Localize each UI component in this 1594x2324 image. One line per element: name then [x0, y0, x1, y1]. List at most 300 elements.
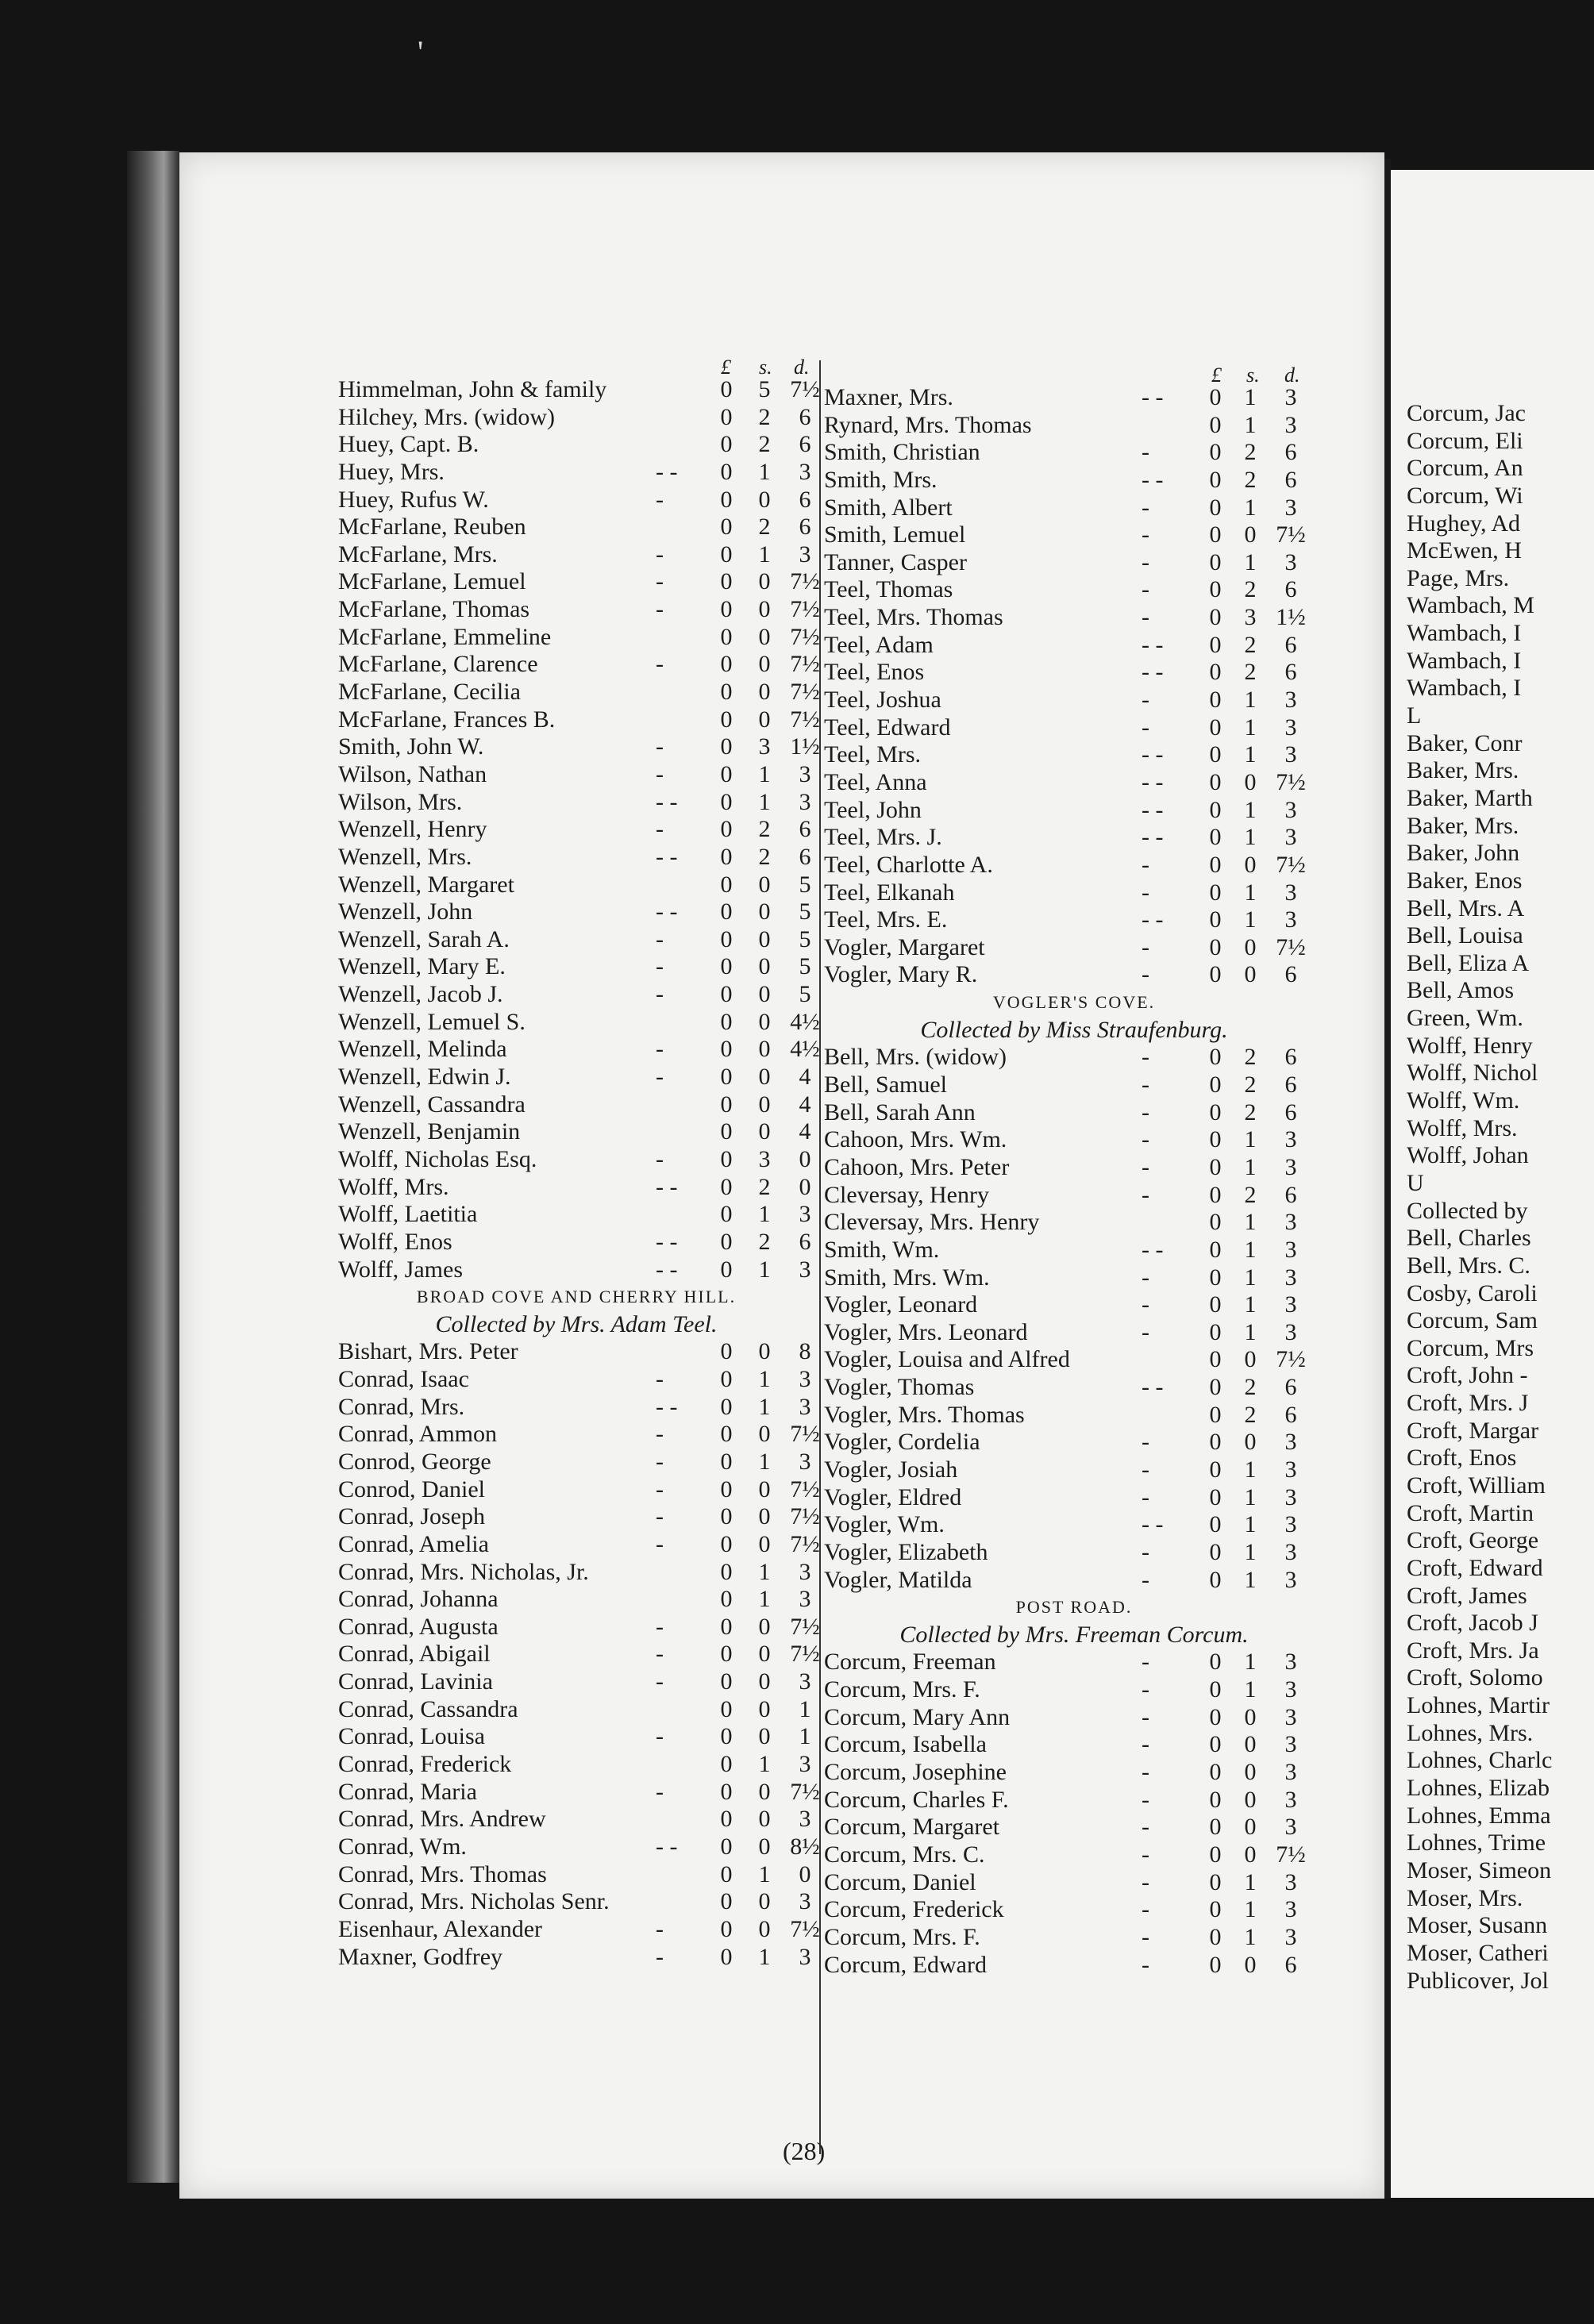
leader-dots: -: [656, 733, 664, 760]
subscriber-row: [824, 879, 1324, 907]
subscriber-row: [824, 467, 1324, 494]
subscriber-name: Hilchey, Mrs. (widow): [338, 403, 556, 430]
next-page-entry: Hughey, Ad: [1407, 510, 1521, 537]
film-mark: ': [418, 34, 424, 70]
pence-value: 7½: [790, 1915, 820, 1942]
shillings-value: 1: [758, 458, 771, 485]
subscriber-name: Teel, Enos: [824, 659, 925, 686]
shillings-value: 1: [1244, 1209, 1257, 1236]
pence-value: 3: [799, 1256, 811, 1283]
pounds-value: 0: [720, 953, 733, 980]
subscriber-row: [338, 1641, 820, 1668]
next-page-entry: Lohnes, Martir: [1407, 1692, 1550, 1719]
pence-value: 3: [1284, 1896, 1297, 1923]
section-collector: Collected by Mrs. Freeman Corcum.: [899, 1621, 1249, 1648]
shillings-value: 0: [758, 1476, 771, 1503]
subscriber-name: Wenzell, Mrs.: [338, 843, 472, 870]
shillings-value: 1: [758, 1448, 771, 1475]
subscriber-name: Cleversay, Henry: [824, 1181, 989, 1208]
pence-value: 4: [799, 1064, 811, 1091]
subscriber-row: [824, 714, 1324, 742]
leader-dots: -: [656, 953, 664, 980]
leader-dots: -: [1142, 1126, 1149, 1153]
pounds-value: 0: [1209, 824, 1222, 851]
subscriber-row: [338, 816, 814, 844]
leader-dots: -: [656, 1366, 664, 1393]
pounds-value: 0: [720, 1668, 733, 1695]
subscriber-name: Wenzell, Sarah A.: [338, 925, 510, 952]
shillings-value: 0: [758, 871, 771, 898]
shillings-value: 0: [1244, 1703, 1257, 1730]
pence-value: 7½: [1276, 933, 1306, 960]
leader-dots: -: [1142, 1291, 1149, 1318]
pounds-value: 0: [1209, 1099, 1222, 1125]
leader-dots: -: [656, 816, 664, 843]
subscriber-row: [338, 898, 814, 926]
pounds-value: 0: [1209, 1209, 1222, 1236]
leader-dots: - -: [1142, 824, 1164, 851]
shillings-value: 0: [1244, 1951, 1257, 1978]
subscriber-row: [824, 1841, 1324, 1869]
pounds-value: 0: [1209, 439, 1222, 466]
pounds-value: 0: [1209, 1731, 1222, 1758]
subscriber-row: [338, 459, 814, 487]
subscriber-row: [824, 1099, 1324, 1127]
pounds-value: 0: [1209, 1786, 1222, 1813]
leader-dots: -: [1142, 1923, 1149, 1950]
subscriber-row: [824, 824, 1324, 852]
subscriber-name: McFarlane, Frances B.: [338, 706, 556, 733]
shillings-value: 1: [1244, 411, 1257, 438]
pence-value: 6: [799, 816, 811, 843]
leader-dots: -: [1142, 1153, 1149, 1180]
shillings-value: 0: [1244, 1814, 1257, 1841]
pence-value: 1½: [1276, 604, 1306, 631]
subscriber-row: [338, 1091, 814, 1119]
pounds-value: 0: [720, 1064, 733, 1091]
subscriber-name: Maxner, Godfrey: [338, 1943, 503, 1970]
pence-value: 3: [1284, 384, 1297, 410]
shillings-value: 0: [758, 651, 771, 678]
pence-value: 7½: [790, 706, 820, 733]
subscriber-name: Vogler, Mary R.: [824, 961, 978, 988]
shillings-value: 1: [1244, 1236, 1257, 1263]
subscriber-name: Rynard, Mrs. Thomas: [824, 411, 1032, 438]
next-page-entry: Moser, Catheri: [1407, 1939, 1549, 1966]
shillings-value: 1: [1244, 1483, 1257, 1510]
shillings-value: 0: [758, 981, 771, 1008]
shillings-value: 0: [1244, 1786, 1257, 1813]
next-page-entry: U: [1407, 1169, 1424, 1196]
subscriber-name: Conrad, Mrs. Nicholas, Jr.: [338, 1558, 589, 1585]
shillings-value: 2: [1244, 1099, 1257, 1125]
pence-value: 1½: [790, 733, 820, 760]
pounds-value: 0: [720, 1833, 733, 1860]
leader-dots: - -: [1142, 466, 1164, 493]
subscriber-name: McFarlane, Clarence: [338, 651, 538, 678]
pounds-value: 0: [720, 1806, 733, 1833]
pence-value: 3: [1284, 548, 1297, 575]
subscriber-name: Conrad, Frederick: [338, 1751, 512, 1778]
pence-value: 3: [1284, 1538, 1297, 1565]
shillings-value: 2: [1244, 1072, 1257, 1099]
subscriber-name: Eisenhaur, Alexander: [338, 1915, 543, 1942]
subscriber-name: Conrad, Augusta: [338, 1613, 499, 1640]
pence-value: 6: [1284, 439, 1297, 466]
leader-dots: -: [656, 1668, 664, 1695]
subscriber-name: Huey, Mrs.: [338, 458, 445, 485]
leader-dots: -: [656, 596, 664, 623]
pence-value: 6: [799, 1228, 811, 1255]
pence-value: 7½: [1276, 1841, 1306, 1868]
shillings-value: 2: [758, 403, 771, 430]
shillings-value: 2: [1244, 659, 1257, 686]
pounds-value: 0: [720, 651, 733, 678]
pence-value: 3: [799, 541, 811, 568]
shillings-value: 1: [758, 788, 771, 815]
pounds-value: 0: [720, 981, 733, 1008]
subscriber-name: Conrad, Amelia: [338, 1530, 489, 1557]
subscriber-row: [824, 1814, 1324, 1841]
subscriber-name: Conrad, Lavinia: [338, 1668, 493, 1695]
shillings-value: 0: [758, 1091, 771, 1118]
subscriber-name: Maxner, Mrs.: [824, 384, 953, 410]
shillings-value: 0: [1244, 851, 1257, 878]
next-page-entry: Bell, Amos: [1407, 977, 1515, 1004]
subscriber-row: [338, 623, 820, 652]
subscriber-name: Wolff, Nicholas Esq.: [338, 1145, 537, 1172]
shillings-value: 1: [1244, 1456, 1257, 1483]
subscriber-row: [338, 376, 820, 404]
subscriber-row: [338, 1530, 820, 1559]
pence-value: 3: [799, 1201, 811, 1228]
subscriber-row: [338, 1723, 814, 1751]
pounds-value: 0: [720, 596, 733, 623]
leader-dots: -: [1142, 494, 1149, 521]
subscriber-row: [338, 1751, 814, 1779]
leader-dots: -: [656, 981, 664, 1008]
pounds-value: 0: [720, 843, 733, 870]
leader-dots: -: [656, 1778, 664, 1805]
pence-value: 3: [1284, 824, 1297, 851]
leader-dots: - -: [656, 898, 678, 925]
pence-value: 3: [1284, 879, 1297, 906]
pence-value: 5: [799, 925, 811, 952]
pounds-value: 0: [720, 1778, 733, 1805]
subscriber-row: [824, 906, 1324, 934]
subscriber-name: McFarlane, Emmeline: [338, 623, 552, 650]
next-page-entry: Baker, Enos: [1407, 867, 1523, 894]
leader-dots: -: [656, 1145, 664, 1172]
leader-dots: - -: [656, 788, 678, 815]
shillings-value: 0: [758, 1668, 771, 1695]
pounds-value: 0: [720, 1723, 733, 1750]
pence-value: 7½: [790, 1476, 820, 1503]
subscriber-row: [338, 514, 814, 541]
subscriber-name: Smith, Mrs.: [824, 466, 938, 493]
next-page-entry: Lohnes, Trime: [1407, 1830, 1546, 1857]
shillings-value: 0: [1244, 521, 1257, 548]
subscriber-name: Wenzell, Henry: [338, 816, 487, 843]
pence-value: 3: [1284, 1566, 1297, 1593]
pounds-header-right: £: [1211, 364, 1222, 387]
leader-dots: -: [656, 1448, 664, 1475]
pence-value: 7½: [1276, 521, 1306, 548]
subscriber-row: [338, 981, 814, 1009]
pounds-value: 0: [720, 1530, 733, 1557]
leader-dots: -: [1142, 933, 1149, 960]
pounds-value: 0: [720, 1943, 733, 1970]
leader-dots: -: [1142, 1951, 1149, 1978]
next-page-entry: Wambach, I: [1407, 647, 1522, 674]
pence-value: 3: [799, 1751, 811, 1778]
shillings-value: 0: [1244, 1759, 1257, 1786]
subscriber-row: [824, 1869, 1324, 1897]
shillings-value: 0: [1244, 1731, 1257, 1758]
pence-value: 5: [799, 953, 811, 980]
pounds-header: £: [721, 356, 731, 379]
pence-value: 3: [1284, 1649, 1297, 1676]
subscriber-row: [338, 1861, 814, 1889]
pounds-value: 0: [1209, 906, 1222, 933]
pence-value: 3: [1284, 1483, 1297, 1510]
subscriber-name: Corcum, Charles F.: [824, 1786, 1009, 1813]
next-page-entry: Corcum, Sam: [1407, 1307, 1538, 1334]
pounds-value: 0: [720, 1915, 733, 1942]
shillings-value: 1: [758, 1586, 771, 1613]
pounds-value: 0: [720, 403, 733, 430]
shillings-value: 2: [1244, 631, 1257, 658]
subscriber-name: Vogler, Thomas: [824, 1374, 975, 1401]
leader-dots: - -: [1142, 906, 1164, 933]
subscriber-name: Smith, Christian: [824, 439, 980, 466]
leader-dots: -: [1142, 1731, 1149, 1758]
pence-value: 6: [799, 514, 811, 541]
pounds-value: 0: [1209, 548, 1222, 575]
subscriber-row: [338, 1696, 814, 1724]
subscriber-row: [338, 1806, 814, 1833]
pence-value: 6: [1284, 1951, 1297, 1978]
shillings-value: 0: [1244, 933, 1257, 960]
pounds-value: 0: [1209, 1951, 1222, 1978]
pence-value: 3: [799, 760, 811, 787]
pence-value: 3: [1284, 1126, 1297, 1153]
shillings-value: 1: [1244, 906, 1257, 933]
pounds-value: 0: [1209, 384, 1222, 410]
subscriber-name: Conrad, Ammon: [338, 1421, 497, 1448]
subscriber-row: [338, 1229, 814, 1256]
pounds-value: 0: [720, 541, 733, 568]
subscriber-name: Conrad, Johanna: [338, 1586, 499, 1613]
subscriber-name: McFarlane, Mrs.: [338, 541, 498, 568]
shillings-value: 1: [1244, 1538, 1257, 1565]
pence-value: 6: [1284, 631, 1297, 658]
subscriber-row: [824, 521, 1324, 549]
pounds-value: 0: [1209, 1072, 1222, 1099]
pence-value: 3: [1284, 1264, 1297, 1291]
next-page-entry: Lohnes, Emma: [1407, 1802, 1551, 1829]
subscriber-row: [824, 1759, 1324, 1787]
pence-value: 3: [1284, 741, 1297, 768]
leader-dots: -: [1142, 1759, 1149, 1786]
subscriber-name: Bishart, Mrs. Peter: [338, 1338, 518, 1365]
pence-value: 6: [1284, 1374, 1297, 1401]
next-page-entry: Bell, Mrs. A: [1407, 895, 1525, 922]
shillings-value: 0: [758, 706, 771, 733]
subscriber-row: [824, 1456, 1324, 1484]
shillings-value: 1: [1244, 1649, 1257, 1676]
subscriber-name: Vogler, Mrs. Thomas: [824, 1401, 1025, 1428]
shillings-value: 1: [1244, 494, 1257, 521]
next-page-entry: Collected by: [1407, 1197, 1528, 1224]
pounds-value: 0: [720, 898, 733, 925]
subscriber-row: [338, 1586, 814, 1614]
pounds-value: 0: [720, 1476, 733, 1503]
pence-value: 3: [1284, 1153, 1297, 1180]
subscriber-name: Conrod, Daniel: [338, 1476, 485, 1503]
subscriber-name: Vogler, Matilda: [824, 1566, 972, 1593]
shillings-value: 1: [758, 1558, 771, 1585]
pounds-value: 0: [720, 1751, 733, 1778]
pounds-value: 0: [720, 1448, 733, 1475]
leader-dots: - -: [656, 843, 678, 870]
subscriber-name: Corcum, Daniel: [824, 1868, 976, 1895]
subscriber-name: McFarlane, Lemuel: [338, 568, 526, 595]
pence-value: 3: [1284, 1759, 1297, 1786]
pounds-value: 0: [1209, 933, 1222, 960]
pence-value: 8: [799, 1338, 811, 1365]
pence-value: 0: [799, 1173, 811, 1200]
book-page-left: [179, 34, 1384, 2199]
leader-dots: -: [1142, 1841, 1149, 1868]
shillings-value: 1: [758, 1366, 771, 1393]
subscriber-row: [338, 1613, 820, 1641]
shillings-value: 0: [758, 596, 771, 623]
subscriber-row: [338, 1833, 820, 1861]
pounds-value: 0: [720, 788, 733, 815]
subscriber-name: Smith, Wm.: [824, 1236, 940, 1263]
pence-value: 4: [799, 1091, 811, 1118]
shillings-header: s.: [759, 356, 772, 379]
subscriber-name: Smith, Lemuel: [824, 521, 966, 548]
subscriber-row: [338, 1944, 814, 1972]
book-spine: [127, 151, 179, 2183]
next-page-entry: Bell, Louisa: [1407, 922, 1523, 949]
subscriber-row: [824, 632, 1324, 660]
pounds-value: 0: [1209, 411, 1222, 438]
subscriber-row: [338, 568, 820, 596]
pence-value: 7½: [790, 1778, 820, 1805]
shillings-value: 0: [758, 1008, 771, 1035]
leader-dots: - -: [1142, 1511, 1164, 1538]
shillings-value: 1: [1244, 1566, 1257, 1593]
next-page-entry: Croft, William: [1407, 1472, 1546, 1499]
pounds-value: 0: [1209, 494, 1222, 521]
subscriber-name: McFarlane, Cecilia: [338, 679, 521, 706]
shillings-value: 0: [758, 1503, 771, 1530]
leader-dots: -: [1142, 1786, 1149, 1813]
subscriber-row: [338, 1421, 820, 1449]
pence-value: 4½: [790, 1008, 820, 1035]
pounds-value: 0: [1209, 466, 1222, 493]
pence-value: 6: [1284, 1401, 1297, 1428]
next-page-entry: Moser, Simeon: [1407, 1857, 1552, 1883]
shillings-value: 1: [758, 1751, 771, 1778]
subscriber-name: Corcum, Frederick: [824, 1896, 1004, 1923]
pence-value: 6: [799, 843, 811, 870]
subscriber-name: Conrad, Mrs. Nicholas Senr.: [338, 1888, 610, 1915]
pence-value: 3: [799, 1668, 811, 1695]
subscriber-row: [338, 1256, 814, 1284]
leader-dots: -: [1142, 1429, 1149, 1456]
subscriber-name: Wenzell, Lemuel S.: [338, 1008, 526, 1035]
next-page-entry: Bell, Mrs. C.: [1407, 1252, 1530, 1279]
section-heading: POST ROAD.: [1015, 1597, 1133, 1618]
pence-value: 3: [799, 1806, 811, 1833]
leader-dots: - -: [1142, 631, 1164, 658]
pounds-value: 0: [720, 816, 733, 843]
shillings-value: 0: [758, 925, 771, 952]
pounds-value: 0: [720, 1888, 733, 1915]
pence-value: 3: [1284, 1703, 1297, 1730]
subscriber-name: Wilson, Nathan: [338, 760, 487, 787]
shillings-value: 1: [1244, 1511, 1257, 1538]
pence-value: 3: [1284, 1456, 1297, 1483]
pence-value: 6: [1284, 1181, 1297, 1208]
pence-value: 3: [799, 788, 811, 815]
subscriber-name: Vogler, Leonard: [824, 1291, 978, 1318]
shillings-value: 2: [1244, 1181, 1257, 1208]
subscriber-name: Vogler, Cordelia: [824, 1429, 980, 1456]
pence-value: 3: [1284, 1291, 1297, 1318]
subscriber-row: [824, 1291, 1324, 1319]
pence-value: 7½: [1276, 851, 1306, 878]
shillings-value: 1: [758, 1256, 771, 1283]
pounds-value: 0: [720, 431, 733, 458]
next-page-entry: Cosby, Caroli: [1407, 1279, 1538, 1306]
pounds-value: 0: [720, 679, 733, 706]
next-page-entry: Corcum, Mrs: [1407, 1334, 1534, 1361]
pence-value: 7½: [1276, 1346, 1306, 1373]
leader-dots: -: [656, 1613, 664, 1640]
section-collector: Collected by Mrs. Adam Teel.: [435, 1310, 718, 1337]
subscriber-row: [338, 1064, 814, 1091]
leader-dots: - -: [1142, 1236, 1164, 1263]
subscriber-name: Smith, John W.: [338, 733, 484, 760]
pounds-value: 0: [1209, 1868, 1222, 1895]
subscriber-name: Teel, Edward: [824, 714, 951, 741]
pence-value: 7½: [1276, 768, 1306, 795]
leader-dots: - -: [1142, 768, 1164, 795]
next-page-entry: Baker, Marth: [1407, 784, 1533, 811]
section-collector: Collected by Miss Straufenburg.: [920, 1016, 1228, 1043]
pounds-value: 0: [720, 733, 733, 760]
leader-dots: -: [656, 1915, 664, 1942]
next-page-entry: Baker, John: [1407, 840, 1520, 867]
pence-value: 6: [1284, 961, 1297, 988]
subscriber-name: McFarlane, Thomas: [338, 596, 530, 623]
subscriber-row: [824, 1539, 1324, 1567]
next-page-entry: Wolff, Wm.: [1407, 1087, 1520, 1114]
pence-value: 7½: [790, 1421, 820, 1448]
subscriber-name: Wenzell, John: [338, 898, 473, 925]
pounds-value: 0: [1209, 521, 1222, 548]
pounds-value: 0: [720, 760, 733, 787]
leader-dots: -: [656, 1421, 664, 1448]
pounds-value: 0: [1209, 631, 1222, 658]
pence-value: 3: [1284, 1318, 1297, 1345]
pence-value: 7½: [790, 1613, 820, 1640]
